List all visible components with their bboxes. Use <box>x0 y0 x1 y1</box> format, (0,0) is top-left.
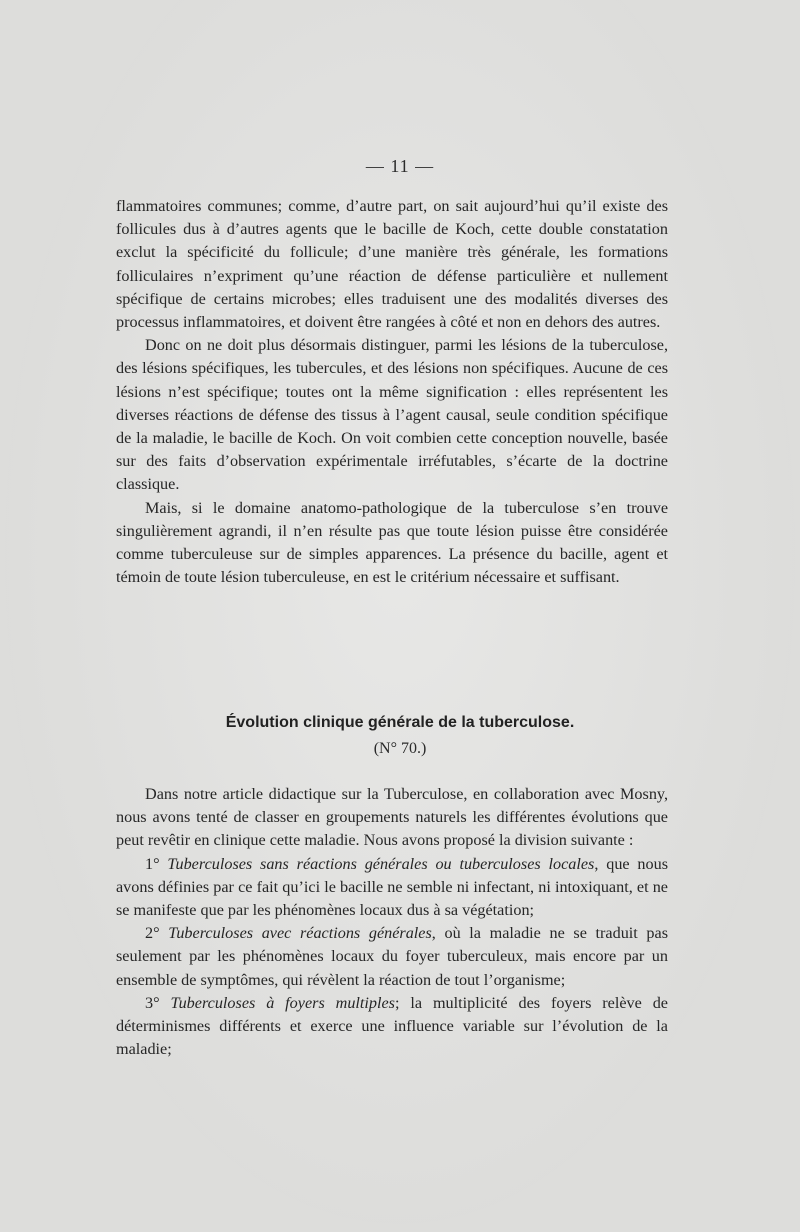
list-number: 2° <box>145 924 169 943</box>
section-reference: (N° 70.) <box>373 740 427 757</box>
list-number: 1° <box>145 854 168 873</box>
list-item-title: Tuberculoses avec réactions générales <box>168 924 432 943</box>
body-text-top <box>116 195 668 589</box>
page-number: — 11 — <box>365 156 435 176</box>
paragraph-text: Dans notre article didactique sur la Tuberculose, en collaboration avec Mosny, nous avons tenté de classer en groupements naturels les différentes évolutions que peut revêtir en clinique cette maladie. Nous avons proposé la division suivante : <box>116 785 668 850</box>
list-item <box>116 853 668 923</box>
list-item-title: Tuberculoses à foyers multiples <box>170 993 395 1012</box>
list-item-title: Tuberculoses sans réactions générales ou tuberculoses locales <box>167 854 595 873</box>
section-heading: Évolution clinique générale de la tuberculose. <box>225 714 575 731</box>
paragraph <box>116 783 668 853</box>
list-item-text: ; la multiplicité des foyers relève de déterminismes différents et exerce une influence variable sur l’évolution de la maladie; <box>116 993 668 1059</box>
paragraph: Mais, si le domaine anatomo-pathologique de la tuberculose s’en trouve singulièrement agrandi, il n’en résulte pas que toute lésion puisse être considérée comme tuberculeuse sur de simples apparences. La présence du bacille, agent et témoin de toute lésion tuberculeuse, en est le critérium nécessaire et suffisant. <box>116 498 668 587</box>
paragraph: Donc on ne doit plus désormais distinguer, parmi les lésions de la tuberculose, des lésions spécifiques, les tubercules, et des lésions non spécifiques. Aucune de ces lésions n’est spécifique; toutes ont la même signification : elles représentent les diverses réactions de défense des tissus à l’agent causal, seule condition spécifique de la maladie, le bacille de Koch. On voit combien cette conception nouvelle, basée sur des faits d’observation expérimentale irréfutables, s’écarte de la doctrine classique. <box>116 336 668 494</box>
list-item <box>116 922 668 992</box>
list-item-text: , que nous avons définies par ce fait qu’ici le bacille ne semble ni infectant, ni intoxiquant, et ne se manifeste que par les phénomènes locaux dus à sa végétation; <box>116 854 668 920</box>
paragraph: flammatoires communes; comme, d’autre part, on sait aujourd’hui qu’il existe des follicules dus à d’autres agents que le bacille de Koch, cette double constatation exclut la spécificité du follicule; d’une manière très générale, les formations folliculaires n’expriment qu’une réaction de défense particulière et nullement spécifique de certains microbes; elles traduisent une des modalités diverses des processus inflammatoires, et doivent être rangées à côté et non en dehors des autres. <box>116 197 668 332</box>
list-item-text: , où la maladie ne se traduit pas seulement par les phénomènes locaux du foyer tuberculeux, mais encore par un ensemble de symptômes, qui révèlent la réaction de tout l’organisme; <box>116 924 668 989</box>
body-text-bottom <box>116 783 668 1061</box>
list-item <box>116 992 668 1062</box>
list-number: 3° <box>145 993 171 1012</box>
